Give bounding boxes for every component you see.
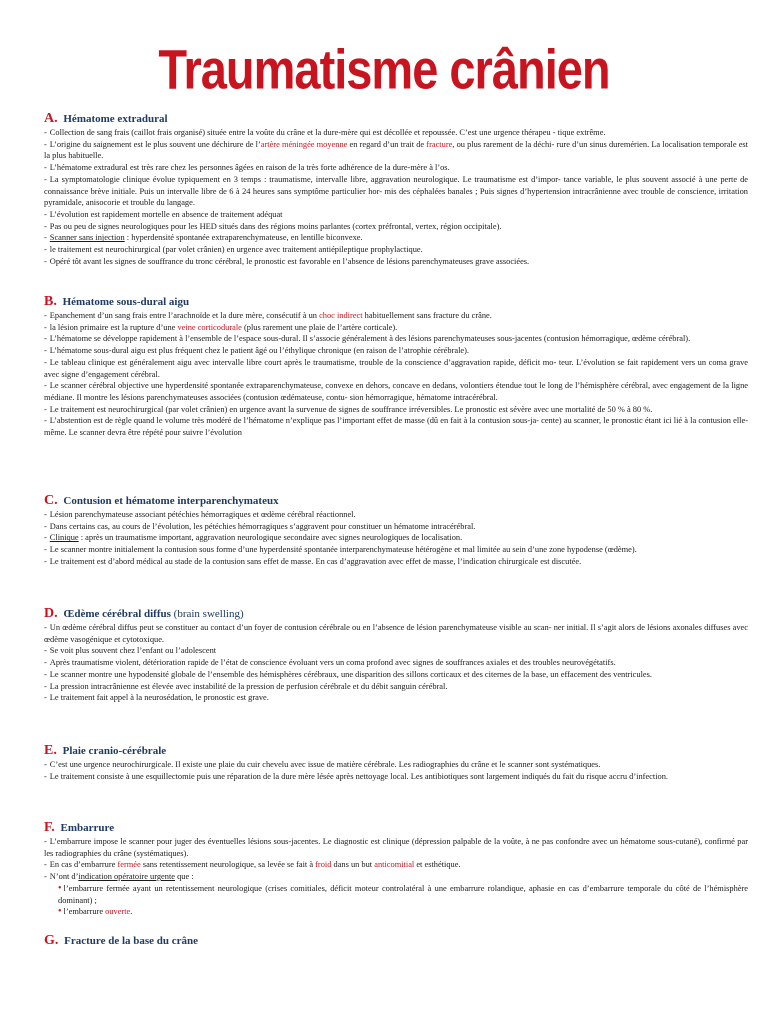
item-text: Opéré tôt avant les signes de souffrance du tronc cérébral, le pronostic est favorable en l’absence de lésions parenchymateuses grave associées. <box>49 256 530 266</box>
item-text: La pression intracrânienne est élevée avec instabilité de la pression de perfusion cérébrale et du débit sanguin cérébral. <box>49 681 448 691</box>
section-d-body <box>44 622 748 704</box>
dash-bullet: - <box>44 872 47 882</box>
dash-bullet: - <box>44 760 47 769</box>
section-letter: E. <box>44 743 57 758</box>
dash-bullet: - <box>44 837 47 846</box>
item-text: L’hématome sous-dural aigu est plus fréquent chez le patient âgé ou l’éthylique chronique (en raison de l’atrophie cérébrale). <box>49 346 470 356</box>
sub-list-item <box>44 883 748 906</box>
highlighted-text: anticomitial <box>374 860 415 870</box>
item-text: L’abstention est de règle quand le volume très modéré de l’hématome n’explique pas l’important effet de masse (dû en fait à la contusion sous-ja- cente) au scanner, le pronostic étant ici lié à la contusion elle-même. Le scanner devra être répété pour suivre l’évolution <box>44 416 748 438</box>
item-text: Le scanner cérébral objective une hyperdensité spontanée extraparenchymateuse, convexe en dehors, concave en dedans, volontiers étendue tout le long de l’hémisphère cérébral, avec engagement de la ligne médiane. Il montre les lésions parenchymateuses associées (contusion œdémateuse, contu- sion hémorragique, hématome intracérébral. <box>44 381 748 402</box>
item-text: l’embarrure fermée ayant un retentissement neurologique (crises comitiales, déficit moteur controlatéral à une embarrure rolandique, aphasie en cas d’embarrure temporale du côté de l’hémisphère dominant) ; <box>58 883 748 905</box>
section-a-heading <box>44 112 168 126</box>
dash-bullet: - <box>44 357 47 367</box>
list-item <box>44 669 748 681</box>
list-item <box>44 681 748 693</box>
dash-bullet: - <box>44 646 47 656</box>
item-text: Pas ou peu de signes neurologiques pour les HED situés dans des régions moins parlantes (cortex préfrontal, vertex, région occipitale). <box>49 221 502 231</box>
bullet-icon: • <box>58 906 62 918</box>
item-text: que : <box>175 872 194 882</box>
dash-bullet: - <box>44 346 47 356</box>
section-title: Œdème cérébral diffus <box>63 608 171 620</box>
highlighted-text: choc indirect <box>319 311 363 320</box>
list-item <box>44 333 748 345</box>
list-item <box>44 357 748 380</box>
list-item <box>44 556 748 568</box>
item-text: (plus rarement une plaie de l’artère corticale). <box>241 322 398 332</box>
section-d-heading <box>44 607 244 621</box>
underlined-text: Clinique <box>49 533 79 543</box>
underlined-text: Scanner sans injection <box>49 233 125 243</box>
list-item <box>44 622 748 645</box>
highlighted-text: artère méningée moyenne <box>260 139 348 149</box>
dash-bullet: - <box>44 860 47 870</box>
section-letter: A. <box>44 111 58 126</box>
list-item <box>44 771 748 783</box>
list-item <box>44 759 748 771</box>
dash-bullet: - <box>44 128 47 137</box>
list-item <box>44 209 748 221</box>
list-item <box>44 174 748 209</box>
page-title: Traumatisme crânien <box>158 37 610 101</box>
highlighted-text: fermée <box>117 860 141 870</box>
section-letter: F. <box>44 820 55 835</box>
item-text: : hyperdensité spontanée extraparenchymateuse, en lentille biconvexe. <box>124 233 363 243</box>
list-item <box>44 532 748 544</box>
dash-bullet: - <box>44 669 47 679</box>
dash-bullet: - <box>44 693 47 703</box>
underlined-text: indication opératoire urgente <box>78 872 175 882</box>
section-b-body <box>44 310 748 439</box>
item-text: Dans certains cas, au cours de l’évolution, les pétéchies hémorragiques s’aggravent pour constituer un hématome intracérébral. <box>49 521 476 531</box>
item-text: La symptomatologie clinique évolue typiquement en 3 temps : traumatisme, intervalle libre, aggravation neurologique. Le traumatisme est d’impor- tance variable, le plus souvent associé à une perte de connaissance brève initiale. Puis un intervalle libre de 6 à 24 heures sans symptôme particulier hor- mis des céphalées banales ; Puis signes d’hypertension intracrânienne avec trouble de conscience, irritation pyramidale, anisocorie et trouble du langage. <box>44 174 748 208</box>
list-item <box>44 509 748 521</box>
list-item <box>44 345 748 357</box>
item-text: L’origine du saignement est le plus souvent une déchirure de l’ <box>49 139 261 149</box>
item-text: Un œdème cérébral diffus peut se constituer au contact d’un foyer de contusion cérébrale ou en l’absence de lésion parenchymateuse visible au scan- ner initial. Il s’agit alors de lésions axonales diffuses avec œdème vasogénique et cytotoxique. <box>44 623 748 644</box>
item-text: Le traitement fait appel à la neurosédation, le pronostic est grave. <box>49 693 269 703</box>
list-item <box>44 871 748 883</box>
section-e-heading <box>44 744 166 758</box>
item-text: Après traumatisme violent, détérioration rapide de l’état de conscience évoluant vers un coma profond avec signes de souffrances axiales et des troubles neurovégétatifs. <box>49 658 616 668</box>
dash-bullet: - <box>44 245 47 255</box>
item-text: En cas d’embarrure <box>49 860 118 870</box>
item-text: habituellement sans fracture du crâne. <box>362 311 492 320</box>
section-letter: B. <box>44 294 57 309</box>
dash-bullet: - <box>44 256 47 266</box>
dash-bullet: - <box>44 322 47 332</box>
item-text: , ou plus rarement de la déchi- rure d’un sinus duremérien. La localisation temporale est la plus habituelle. <box>44 139 748 161</box>
dash-bullet: - <box>44 311 47 320</box>
item-text: la lésion primaire est la rupture d’une <box>49 322 178 332</box>
list-item <box>44 521 748 533</box>
section-letter: C. <box>44 493 58 508</box>
dash-bullet: - <box>44 139 47 149</box>
list-item <box>44 836 748 859</box>
section-c-heading <box>44 494 279 508</box>
list-item <box>44 415 748 438</box>
list-item <box>44 645 748 657</box>
section-title: Hématome extradural <box>63 113 168 125</box>
dash-bullet: - <box>44 221 47 231</box>
list-item <box>44 692 748 704</box>
item-text: le traitement est neurochirurgical (par volet crânien) en urgence avec traitement antiépileptique prophylactique. <box>49 245 423 255</box>
dash-bullet: - <box>44 533 47 543</box>
section-f-heading <box>44 821 114 835</box>
item-text: et esthétique. <box>414 860 461 870</box>
dash-bullet: - <box>44 174 47 184</box>
sub-list-item <box>44 906 748 918</box>
item-text: N’ont d’ <box>49 872 79 882</box>
section-title: Contusion et hématome interparenchymateux <box>63 495 279 507</box>
section-subtitle: (brain swelling) <box>170 608 244 620</box>
dash-bullet: - <box>44 381 47 391</box>
item-text: : après un traumatisme important, aggravation neurologique secondaire avec signes neurologiques de localisation. <box>78 533 463 543</box>
dash-bullet: - <box>44 334 47 344</box>
section-f-body <box>44 836 748 918</box>
section-letter: D. <box>44 606 58 621</box>
list-item <box>44 244 748 256</box>
section-title: Fracture de la base du crâne <box>64 935 199 947</box>
dash-bullet: - <box>44 163 47 173</box>
list-item <box>44 232 748 244</box>
list-item <box>44 859 748 871</box>
item-text: Le traitement est d’abord médical au stade de la contusion sans effet de masse. En cas d’aggravation avec effet de masse, l’indication chirurgicale est discutée. <box>49 556 582 566</box>
item-text: L’hématome se développe rapidement à l’ensemble de l’espace sous-dural. Il s’associe généralement à des lésions parenchymateuses sous-jacentes (contusion hémorragique, œdème cérébral). <box>49 334 691 344</box>
item-text: Se voit plus souvent chez l’enfant ou l’adolescent <box>49 646 217 656</box>
item-text: L’hématome extradural est très rare chez les personnes âgées en raison de la très forte adhérence de la dure-mère à l’os. <box>49 163 450 173</box>
highlighted-text: froid <box>315 860 332 870</box>
item-text: Le scanner montre une hypodensité globale de l’ensemble des hémisphères cérébraux, une disparition des sillons corticaux et des citernes de la base, un effacement des ventricules. <box>49 669 652 679</box>
dash-bullet: - <box>44 416 47 426</box>
highlighted-text: fracture <box>426 139 453 149</box>
dash-bullet: - <box>44 681 47 691</box>
item-text: Le tableau clinique est généralement aigu avec intervalle libre court après le traumatisme, trouble de la conscience d’aggravation rapide, déficit mo- teur. L’évolution se fait rapidement vers un coma grave avec signe d’engagement cérébral. <box>44 357 748 379</box>
highlighted-text: ouverte <box>105 907 131 917</box>
section-b-heading <box>44 295 189 309</box>
item-text: Le traitement consiste à une esquillectomie puis une réparation de la dure mère lésée après nettoyage local. Les antibiotiques sont largement indiqués du fait du risque accru d’infection. <box>49 771 669 781</box>
dash-bullet: - <box>44 771 47 781</box>
list-item <box>44 127 748 139</box>
item-text: . <box>130 907 133 917</box>
item-text: en regard d’un trait de <box>347 139 427 149</box>
section-c-body <box>44 509 748 568</box>
item-text: Epanchement d’un sang frais entre l’arachnoïde et la dure mère, consécutif à un <box>49 311 320 320</box>
dash-bullet: - <box>44 233 47 243</box>
item-text: L’évolution est rapidement mortelle en absence de traitement adéquat <box>49 209 283 219</box>
item-text: Le scanner montre initialement la contusion sous forme d’une hyperdensité spontanée interparenchymateuse hétérogène et mal limitée au sein d’une zone hypodense (œdème). <box>49 545 637 555</box>
section-a-body <box>44 127 748 267</box>
section-e-body <box>44 759 748 782</box>
section-title: Embarrure <box>60 822 115 834</box>
dash-bullet: - <box>44 510 47 519</box>
list-item <box>44 544 748 556</box>
list-item <box>44 310 748 322</box>
item-text: L’embarrure impose le scanner pour juger des éventuelles lésions sous-jacentes. Le diagnostic est clinique (dépression palpable de la voûte, à ne pas confondre avec un hématome sous-cutané), confirmé par les radiographies du crâne (systématiques). <box>44 837 748 858</box>
section-letter: G. <box>44 933 59 948</box>
dash-bullet: - <box>44 623 47 632</box>
list-item <box>44 322 748 334</box>
list-item <box>44 256 748 268</box>
dash-bullet: - <box>44 556 47 566</box>
item-text: C’est une urgence neurochirurgicale. Il existe une plaie du cuir chevelu avec issue de matière cérébrale. Les radiographies du crâne et le scanner sont systématiques. <box>49 760 601 769</box>
item-text: Le traitement est neurochirurgical (par volet crânien) en urgence avant la survenue de signes de souffrance irréversibles. Le pronostic est sévère avec une mortalité de 50 % à 80 %. <box>49 404 653 414</box>
item-text: Collection de sang frais (caillot frais organisé) située entre la voûte du crâne et la dure-mère qui est décollée et repoussée. C’est une urgence thérapeu - tique extrême. <box>49 128 606 137</box>
section-title: Plaie cranio-cérébrale <box>62 745 167 757</box>
bullet-icon: • <box>58 882 62 894</box>
dash-bullet: - <box>44 521 47 531</box>
item-text: dans un but <box>331 860 375 870</box>
dash-bullet: - <box>44 658 47 668</box>
dash-bullet: - <box>44 404 47 414</box>
item-text: l’embarrure <box>63 907 106 917</box>
list-item <box>44 139 748 162</box>
section-g-heading <box>44 934 198 948</box>
list-item <box>44 657 748 669</box>
item-text: sans retentissement neurologique, sa levée se fait à <box>140 860 316 870</box>
list-item <box>44 404 748 416</box>
dash-bullet: - <box>44 209 47 219</box>
section-title: Hématome sous-dural aigu <box>62 296 190 308</box>
list-item <box>44 221 748 233</box>
dash-bullet: - <box>44 545 47 555</box>
highlighted-text: veine corticodurale <box>177 322 242 332</box>
list-item <box>44 380 748 403</box>
list-item <box>44 162 748 174</box>
item-text: Lésion parenchymateuse associant pétéchies hémorragiques et œdème cérébral réactionnel. <box>49 510 356 519</box>
